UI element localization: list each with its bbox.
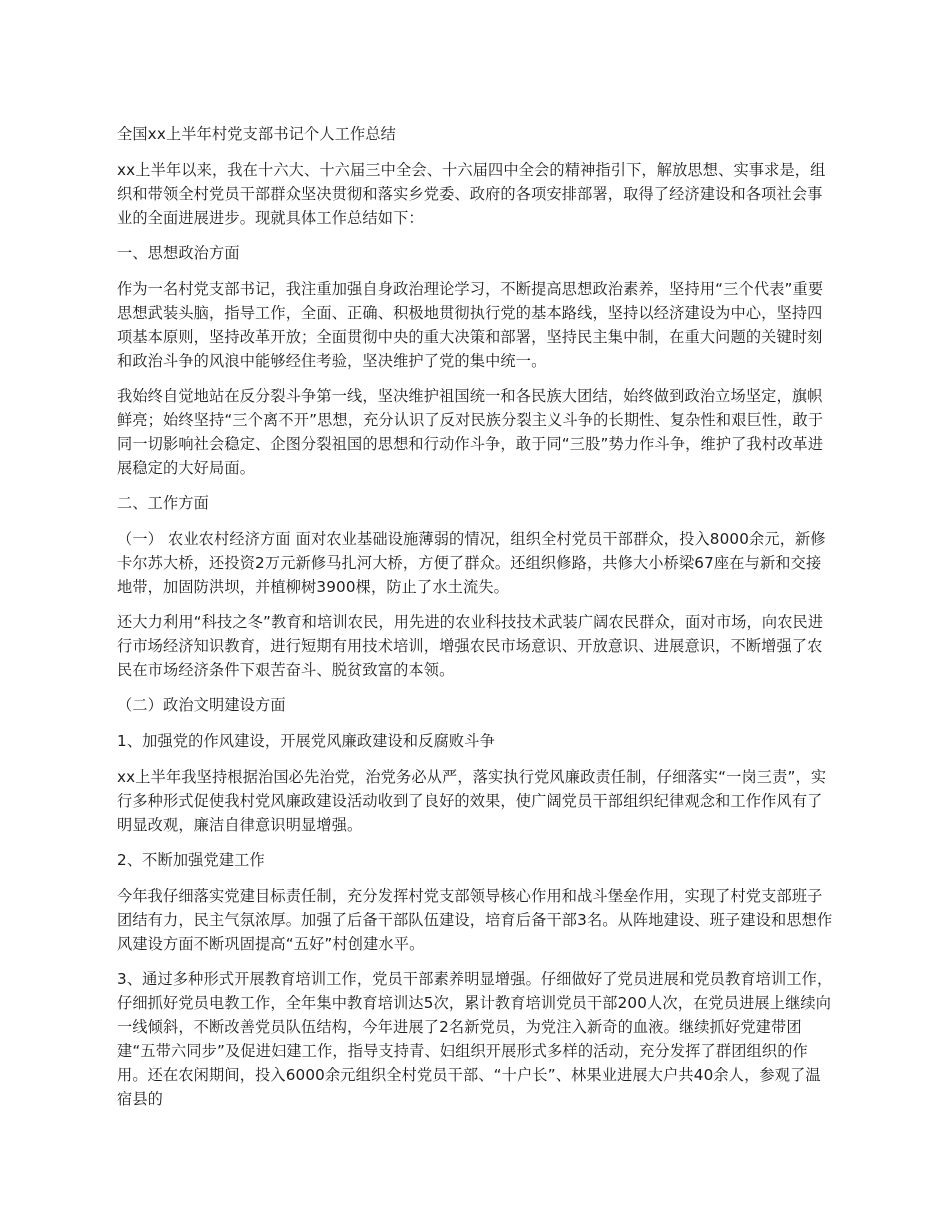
subsection-heading-political: （二）政治文明建设方面: [117, 696, 286, 714]
section-heading-work: 二、工作方面: [117, 494, 210, 512]
paragraph-education: 3、通过多种形式开展教育培训工作，党员干部素养明显增强。仔细做好了党员进展和党员教育培训工作，仔细抓好党员电教工作，全年集中教育培训达5次，累计教育培训党员干部200人次，在党员进展上继续向一线倾斜，不断改善党员队伍结构，今年进展了2名新党员，为党注入新奇的血液。继续抓好党建带团建“五带六同步”及促进妇建工作，指导支持青、妇组织开展形式多样的活动，充分发挥了群团组织的作用。还在农闲期间，投入6000余元组织全村党员干部、“十户长”、林果业进展大户共40余人，参观了温宿县的: [117, 970, 833, 1108]
paragraph-ideology-2: 我始终自觉地站在反分裂斗争第一线，坚决维护祖国统一和各民族大团结，始终做到政治立场坚定，旗帜鲜亮；始终坚持“三个离不开”思想，充分认识了反对民族分裂主义斗争的长期性、复杂性和艰巨性，敢于同一切影响社会稳定、企图分裂祖国的思想和行动作斗争，敢于同“三股”势力作斗争，维护了我村改革进展稳定的大好局面。: [117, 387, 824, 477]
item-heading-party-building: 2、不断加强党建工作: [117, 851, 265, 869]
paragraph-training: 还大力利用“科技之冬”教育和培训农民，用先进的农业科技技术武装广阔农民群众，面对市场，向农民进行市场经济知识教育，进行短期有用技术培训，增强农民市场意识、开放意识、进展意识，不断增强了农民在市场经济条件下艰苦奋斗、脱贫致富的本领。: [117, 613, 824, 679]
document-title: 全国xx上半年村党支部书记个人工作总结: [117, 125, 397, 143]
document-body: [117, 122, 835, 1122]
paragraph-party-building: 今年我仔细落实党建目标责任制，充分发挥村党支部领导核心作用和战斗堡垒作用，实现了村党支部班子团结有力，民主气氛浓厚。加强了后备干部队伍建设，培育后备干部3名。从阵地建设、班子建设和思想作风建设方面不断巩固提高“五好”村创建水平。: [117, 887, 833, 953]
item-heading-party-style: 1、加强党的作风建设，开展党风廉政建设和反腐败斗争: [117, 732, 495, 750]
paragraph-ideology-1: 作为一名村党支部书记，我注重加强自身政治理论学习，不断提高思想政治素养，坚持用“三个代表”重要思想武装头脑，指导工作，全面、正确、积极地贯彻执行党的基本路线，坚持以经济建设为中心，坚持四项基本原则，坚持改革开放；全面贯彻中央的重大决策和部署，坚持民主集中制，在重大问题的关键时刻和政治斗争的风浪中能够经住考验，坚决维护了党的集中统一。: [117, 280, 824, 370]
paragraph-party-style: xx上半年我坚持根据治国必先治党，治党务必从严，落实执行党风廉政责任制，仔细落实“一岗三责”，实行多种形式促使我村党风廉政建设活动收到了良好的效果，使广阔党员干部组织纪律观念和工作作风有了明显改观，廉洁自律意识明显增强。: [117, 768, 827, 834]
paragraph-intro: xx上半年以来，我在十六大、十六届三中全会、十六届四中全会的精神指引下，解放思想、实事求是，组织和带领全村党员干部群众坚决贯彻和落实乡党委、政府的各项安排部署，取得了经济建设和各项社会事业的全面进展进步。现就具体工作总结如下：: [117, 161, 826, 227]
section-heading-ideology: 一、思想政治方面: [117, 244, 240, 262]
paragraph-agriculture: （一） 农业农村经济方面 面对农业基础设施薄弱的情况，组织全村党员干部群众，投入8000余元，新修卡尔苏大桥，还投资2万元新修马扎河大桥，方便了群众。还组织修路，共修大小桥梁67座在与新和交接地带，加固防洪坝，并植柳树3900棵，防止了水土流失。: [117, 530, 826, 596]
